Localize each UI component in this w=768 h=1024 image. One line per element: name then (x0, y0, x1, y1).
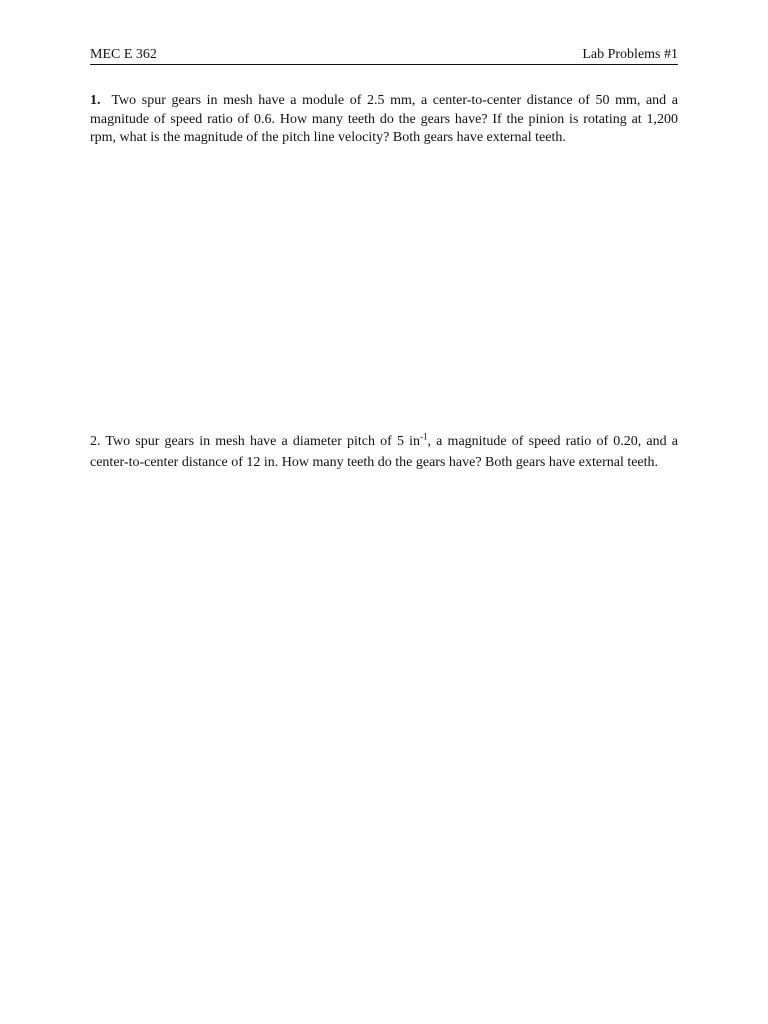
problem-2-superscript: -1 (420, 431, 428, 442)
page-header (90, 46, 678, 65)
problem-1-text: Two spur gears in mesh have a module of 2.5 mm, a center-to-center distance of 50 mm, and a magnitude of speed ratio of 0.6. How many teeth do the gears have? If the pinion is rotating at 1,200 rpm, what is the magnitude of the pitch line velocity? Both gears have external teeth. (90, 93, 679, 145)
problem-2 (90, 431, 678, 473)
course-code: MEC E 362 (90, 47, 157, 62)
problem-1 (90, 92, 678, 148)
problem-2-number: 2. (90, 434, 101, 449)
problem-2-text-after: , a magnitude of speed ratio of 0.20, and a center-to-center distance of 12 in. How many teeth do the gears have? Both gears have external teeth. (90, 434, 679, 470)
problem-1-number: 1. (90, 93, 101, 108)
document-title: Lab Problems #1 (582, 47, 678, 62)
problem-2-text-before: Two spur gears in mesh have a diameter pitch of 5 in (105, 434, 421, 449)
